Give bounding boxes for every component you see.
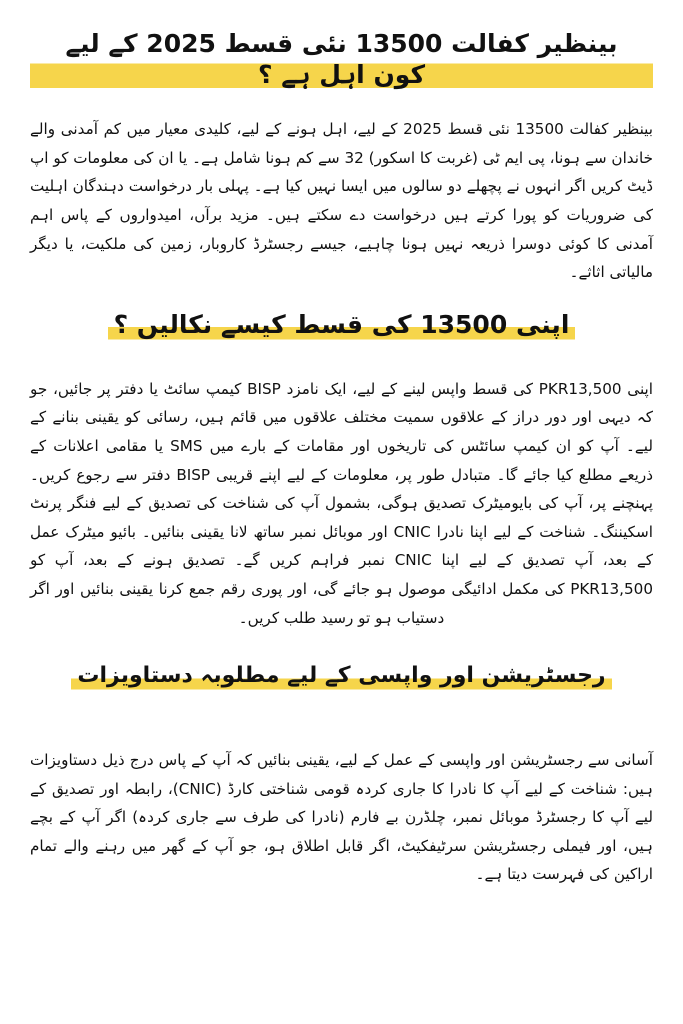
withdraw-heading-wrapper [30,309,653,363]
intro-paragraph: بینظیر کفالت 13500 نئی قسط 2025 کے لیے، اہل ہونے کے لیے، کلیدی معیار میں کم آمدنی والے خاندان سے ہونا، پی ایم ٹی (غربت کا اسکور) 32 سے کم ہونا شامل ہے۔ یا ان کی معلومات کو اپ ڈیٹ کریں اگر انہوں نے پچھلے دو سالوں میں ایسا نہیں کیا ہے۔ پہلی بار درخواست دہندگان اہلیت کی ضروریات کو پورا کرتے ہیں درخواست دے سکتے ہیں۔ مزید برآں، امیدواروں کے پاس اہم آمدنی کا کوئی دوسرا ذریعہ نہیں ہونا چاہیے، جیسے رجسٹرڈ کاروبار، زمین کی ملکیت، یا دیگر مالیاتی اثاثے۔ [30,120,653,282]
article-title: بینظیر کفالت 13500 نئی قسط 2025 کے لیے کون اہل ہے ؟ [30,28,653,93]
documents-heading-wrapper [30,662,653,710]
documents-paragraph: آسانی سے رجسٹریشن اور واپسی کے عمل کے لیے، یقینی بنائیں کہ آپ کے پاس درج ذیل دستاویزات ہیں: شناخت کے لیے آپ کا نادرا کا جاری کردہ قومی شناختی کارڈ (CNIC)، رابطہ اور تصدیق کے لیے آپ کا رجسٹرڈ موبائل نمبر، چلڈرن بے فارم (نادرا کی طرف سے جاری کردہ) اگر آپ کے بچے ہیں، اور فیملی رجسٹریشن سرٹیفکیٹ، اگر قابل اطلاق ہو، جو آپ کے گھر میں رہنے والے تمام اراکین کی فہرست دیتا ہے۔ [30,750,654,884]
title-wrapper [30,28,653,109]
withdraw-paragraph: اپنی PKR13,500 کی قسط واپس لینے کے لیے، ایک نامزد BISP کیمپ سائٹ یا دفتر پر جائیں، جو کہ دیہی اور دور دراز کے علاقوں سمیت مختلف علاقوں میں قائم ہیں، رسائی کو یقینی بنانے کے لیے۔ آپ کو ان کیمپ سائٹس کی تاریخوں اور مقامات کے بارے میں SMS یا مقامی اعلانات کے ذریعے مطلع کیا جائے گا۔ متبادل طور پر، معلومات کے لیے اپنے قریبی BISP دفتر سے رجوع کریں۔ پہنچنے پر، آپ کی بایومیٹرک تصدیق ہوگی، بشمول آپ کی شناخت کی تصدیق کے لیے فنگر پرنٹ اسکیننگ۔ شناخت کے لیے اپنا نادرا CNIC اور موبائل نمبر ساتھ لانا یقینی بنائیں۔ بائیو میٹرک عمل کے بعد، آپ تصدیق کے لیے اپنا CNIC نمبر فراہم کریں گے۔ تصدیق ہونے کے بعد، آپ کو PKR13,500 کی مکمل ادائیگی موصول ہو جائے گی، اور پوری رقم جمع کرنا یقینی بنائیں اور اگر دستیاب ہو تو رسید طلب کریں۔ [30,379,654,627]
withdraw-section-heading: اپنی 13500 کی قسط کیسے نکالیں ؟ [108,309,576,342]
documents-section-heading: رجسٹریشن اور واپسی کے لیے مطلوبہ دستاویزات [71,662,611,692]
